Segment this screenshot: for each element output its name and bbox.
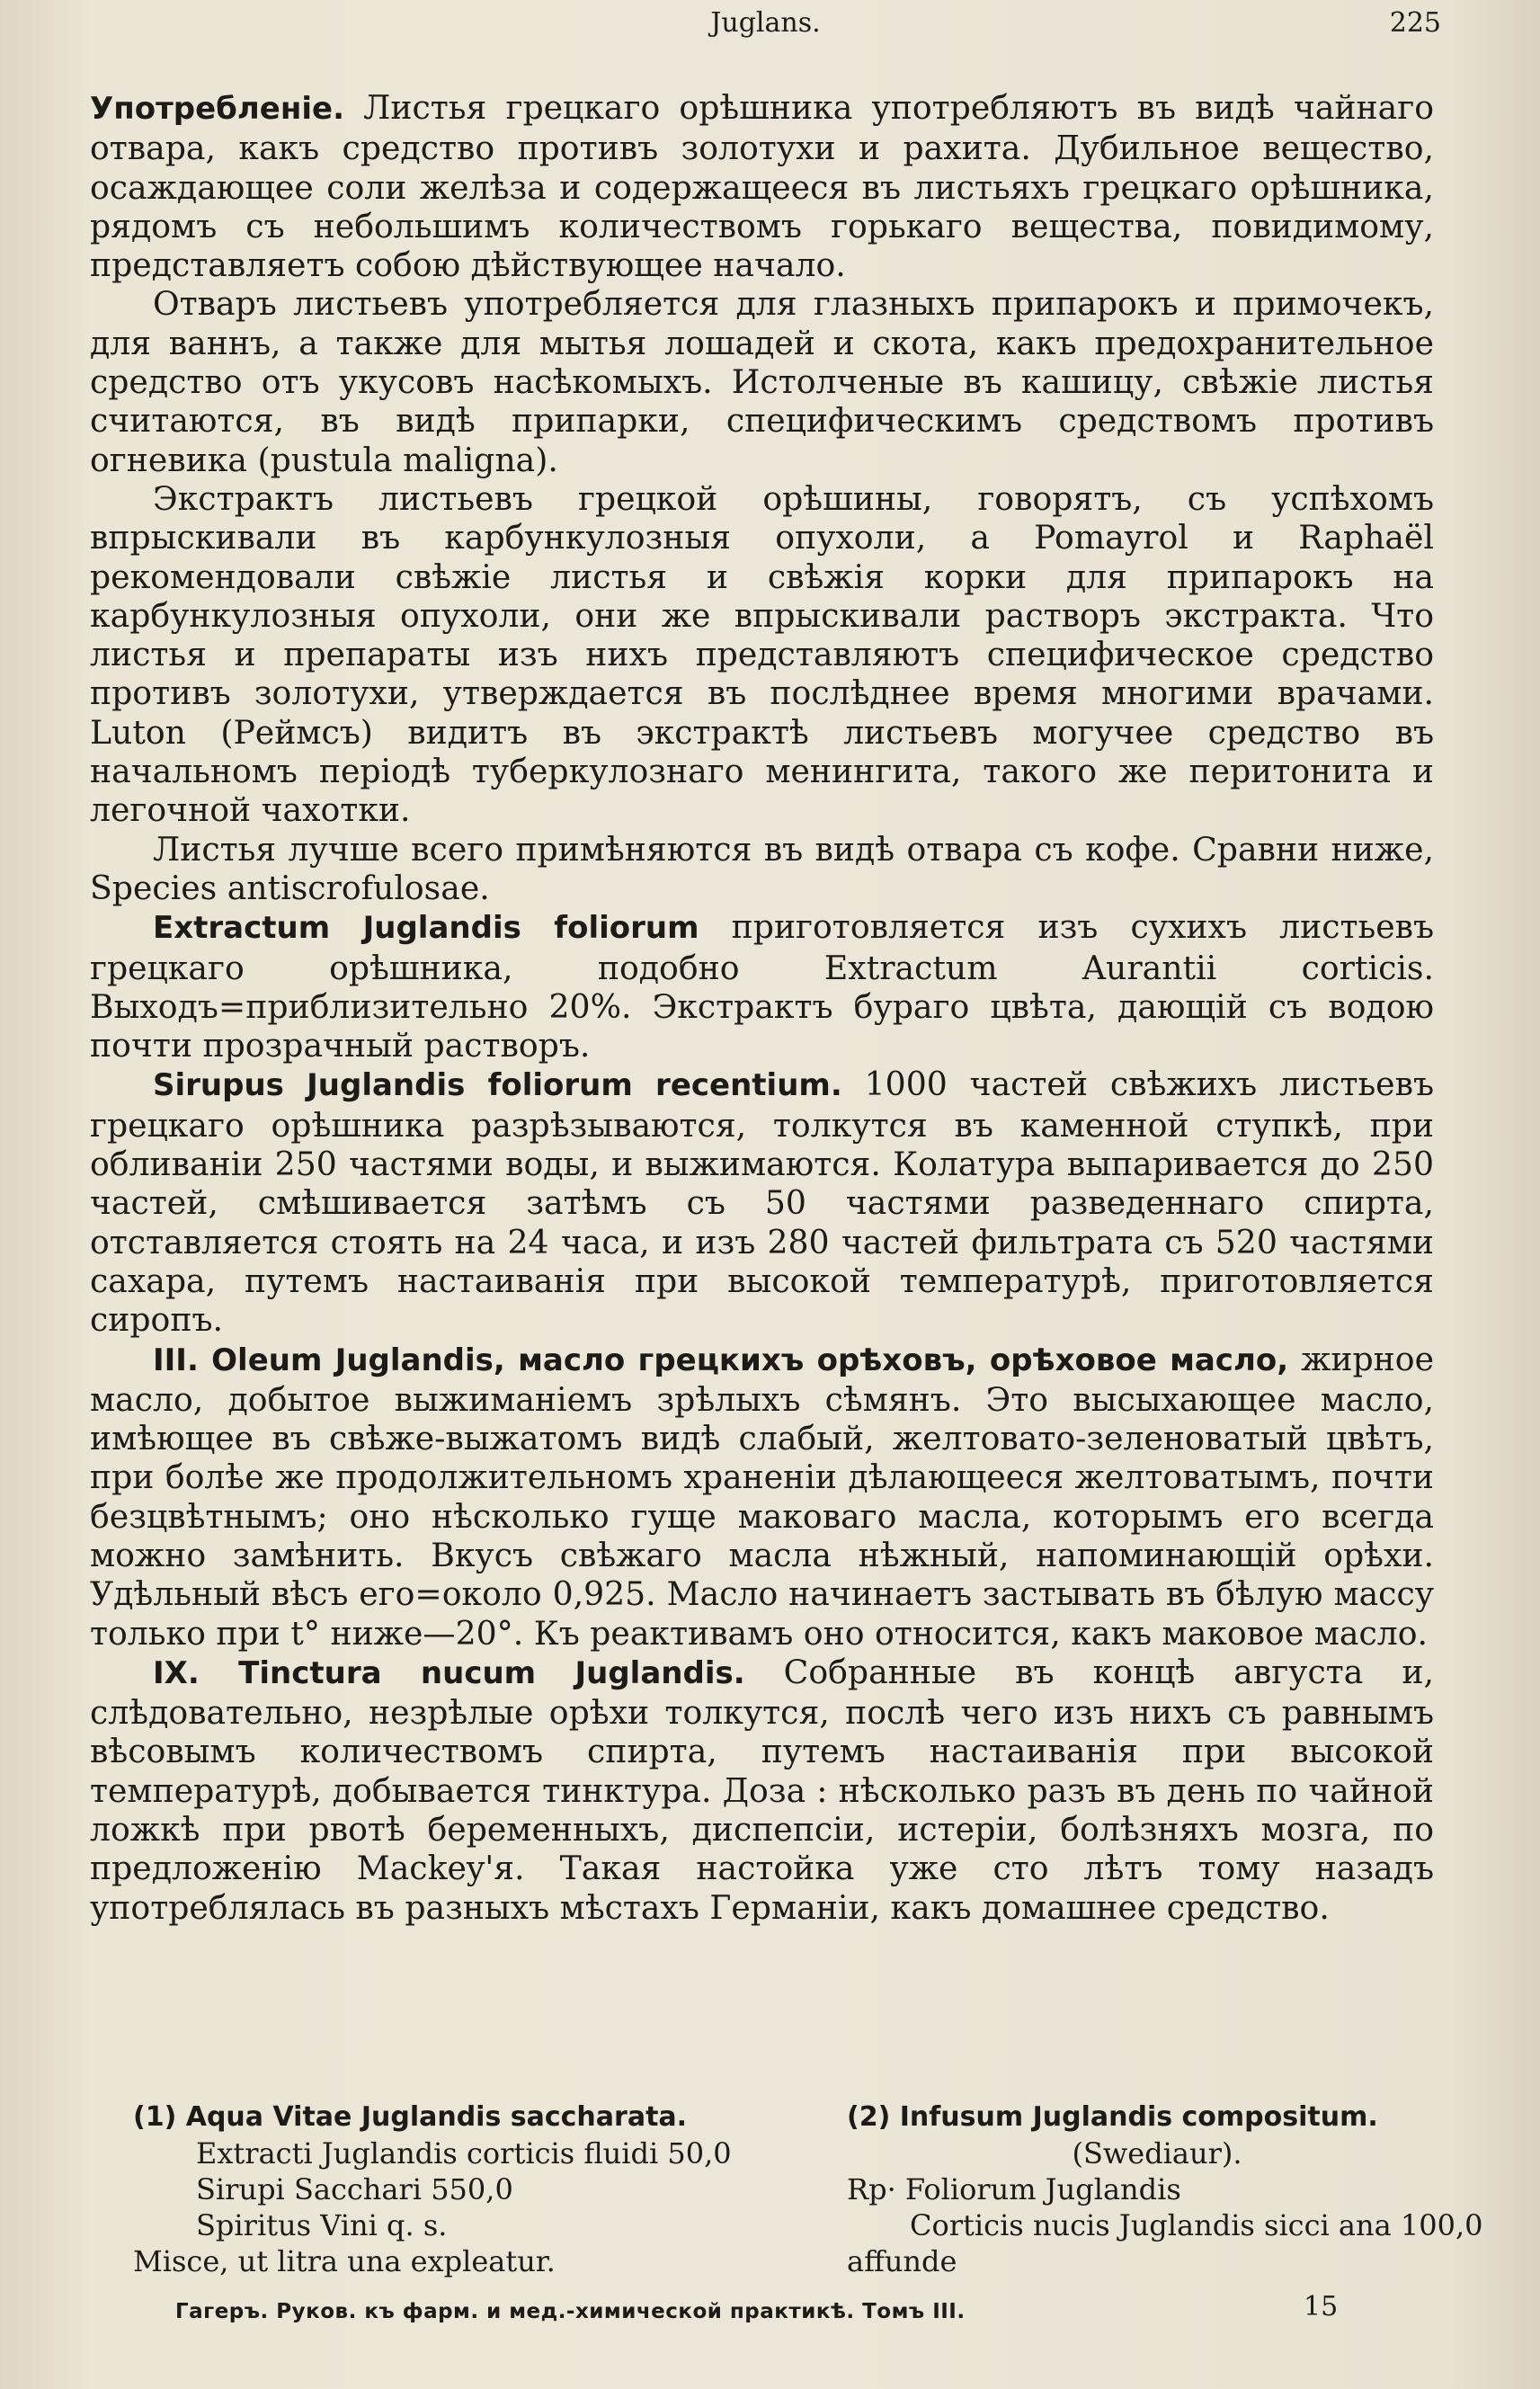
paragraph-text: 1000 частей свѣжихъ листьевъ грецкаго орѣшника разрѣзываются, толкутся въ каменной ступкѣ, при обливаніи 250 частями воды, и выжимаются. Колатура выпаривается до 250 частей, смѣшивается затѣмъ съ 50 частями разведеннаго спирта, отставляется стоять на 24 часа, и изъ 280 частей фильтрата съ 520 частями сахара, путемъ настаиванія при высокой температурѣ, приготовляется сиропъ. xyxy=(90,1065,1434,1340)
recipe-line: Corticis nucis Juglandis sicci ana 100,0 xyxy=(910,2208,1483,2242)
paragraph-usage xyxy=(90,88,1434,284)
recipe-line: Misce, ut litra una expleatur. xyxy=(133,2244,556,2278)
paragraph-text: Собранные въ концѣ августа и, слѣдовательно, незрѣлые орѣхи толкутся, послѣ чего изъ нихъ съ равнымъ вѣсовымъ количествомъ спирта, путемъ настаиванія при высокой температурѣ, добывается тинктура. Доза : нѣсколько разъ въ день по чайной ложкѣ при рвотѣ беременныхъ, диспепсіи, истеріи, болѣзняхъ мозга, по предложенію Mackey'я. Такая настойка уже сто лѣтъ тому назадъ употреблялась въ разныхъ мѣстахъ Германіи, какъ домашнее средство. xyxy=(90,1652,1434,1927)
paragraph-sirupus xyxy=(90,1065,1434,1339)
paragraph-text: жирное масло, добытое выжиманіемъ зрѣлыхъ сѣмянъ. Это высыхающее масло, имѣющее въ свѣже-выжатомъ видѣ слабый, желтовато-зеленоватый цвѣтъ, при болѣе же продолжительномъ храненіи дѣлающееся желтоватымъ, почти безцвѣтнымъ; оно нѣсколько гуще маковаго масла, которымъ его всегда можно замѣнить. Вкусъ свѣжаго масла нѣжный, напоминающій орѣхи. Удѣльный вѣсъ его=около 0,925. Масло начинаетъ застывать въ бѣлую массу только при t° ниже—20°. Къ реактивамъ оно относится, какъ маковое масло. xyxy=(90,1339,1435,1653)
recipe-author: (Swediaur). xyxy=(1072,2136,1242,2171)
page-number: 225 xyxy=(1389,7,1441,39)
recipe-line: Extracti Juglandis corticis fluidi 50,0 xyxy=(196,2136,732,2171)
paragraph-lead: Sirupus Juglandis foliorum recentium. xyxy=(153,1067,842,1104)
recipe-title: (1) Aqua Vitae Juglandis saccharata. xyxy=(133,2101,688,2133)
paragraph-text: Отваръ листьевъ употребляется для глазныхъ припарокъ и примочекъ, для ваннъ, а также для мытья лошадей и скота, какъ предохранительное средство отъ укусовъ насѣкомыхъ. Истолченые въ кашицу, свѣжіе листья считаются, въ видѣ припарки, специфическимъ средствомъ противъ огневика (pustula maligna). xyxy=(90,284,1434,479)
main-text xyxy=(90,88,1434,1927)
footer-note: Гагеръ. Руков. къ фарм. и мед.-химической практикѣ. Томъ III. xyxy=(175,2300,966,2323)
paragraph-oleum xyxy=(90,1340,1434,1653)
recipe-aqua-vitae xyxy=(133,2099,825,2279)
recipe-line: affunde xyxy=(847,2244,957,2278)
recipe-line: Rp· Foliorum Juglandis xyxy=(847,2172,1181,2206)
paragraph-coffee xyxy=(90,830,1434,908)
paragraph-tinctura xyxy=(90,1653,1434,1927)
paragraph-lead: III. Oleum Juglandis, масло грецкихъ орѣховъ, орѣховое масло, xyxy=(153,1342,1289,1378)
paragraph-text: приготовляется изъ сухихъ листьевъ грецкаго орѣшника, подобно Extractum Aurantii corticis. Выходъ=приблизительно 20%. Экстрактъ бураго цвѣта, дающій съ водою почти прозрачный растворъ. xyxy=(90,907,1435,1065)
running-title: Juglans. xyxy=(710,7,821,39)
recipe-line: Spiritus Vini q. s. xyxy=(196,2208,448,2242)
recipe-line: Sirupi Sacchari 550,0 xyxy=(196,2172,513,2206)
paragraph-text: Листья грецкаго орѣшника употребляютъ въ видѣ чайнаго отвара, какъ средство противъ золотухи и рахита. Дубильное вещество, осаждающее соли желѣза и содержащееся въ листьяхъ грецкаго орѣшника, рядомъ съ небольшимъ количествомъ горькаго вещества, повидимому, представляетъ собою дѣйствующее начало. xyxy=(90,88,1434,285)
recipe-title: (2) Infusum Juglandis compositum. xyxy=(847,2101,1378,2133)
signature-number: 15 xyxy=(1304,2291,1339,2322)
recipe-infusum xyxy=(847,2099,1483,2279)
paragraph-lead: Употребленіе. xyxy=(90,91,344,127)
paragraph-lead: IX. Tinctura nucum Juglandis. xyxy=(153,1654,745,1691)
paragraph-lead: Extractum Juglandis foliorum xyxy=(153,910,699,947)
paragraph-text: Экстрактъ листьевъ грецкой орѣшины, говорятъ, съ успѣхомъ впрыскивали въ карбункулозныя опухоли, а Pomayrol и Raphaël рекомендовали свѣжіе листья и свѣжія корки для припарокъ на карбункулозныя опухоли, они же впрыскивали растворъ экстракта. Что листья и препараты изъ нихъ представляютъ специфическое средство противъ золотухи, утверждается въ послѣднее время многими врачами. Luton (Реймсъ) видитъ въ экстрактѣ листьевъ могучее средство въ начальномъ періодѣ туберкулознаго менингита, такого же перитонита и легочной чахотки. xyxy=(90,478,1434,830)
paragraph-extract xyxy=(90,479,1434,830)
running-header xyxy=(90,7,1441,43)
paragraph-text: Листья лучше всего примѣняются въ видѣ отвара съ кофе. Сравни ниже, Species antiscrofulosae. xyxy=(90,829,1434,907)
paragraph-decoction xyxy=(90,284,1434,478)
paragraph-extractum-foliorum xyxy=(90,907,1434,1065)
